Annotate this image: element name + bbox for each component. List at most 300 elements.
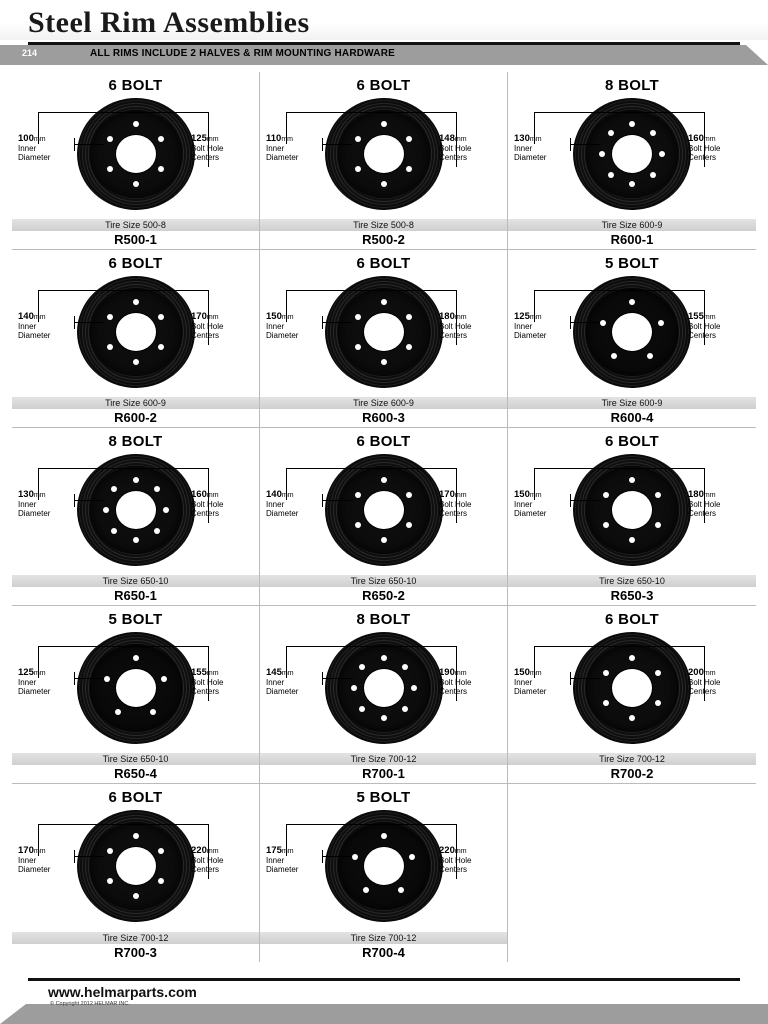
unit-label: mm (206, 314, 219, 321)
bolt-hole (133, 477, 139, 483)
outer-dimension-line (534, 290, 704, 291)
bolt-hole (402, 664, 408, 670)
tire-size-label: Tire Size 650-10 (599, 576, 665, 586)
tire-size-label: Tire Size 600-9 (353, 398, 414, 408)
bolt-hole (406, 166, 412, 172)
bolt-hole (133, 655, 139, 661)
unit-label: mm (529, 670, 542, 677)
rim-diagram (260, 450, 507, 568)
rim-diagram (12, 628, 259, 746)
bolt-count-label: 6 BOLT (108, 789, 163, 806)
outer-dimension-line (286, 290, 456, 291)
inner-diameter-dimension (18, 312, 80, 340)
tire-size-label: Tire Size 600-9 (105, 398, 166, 408)
product-cell (260, 72, 508, 250)
unit-label: mm (281, 314, 294, 321)
tire-size-label: Tire Size 600-9 (601, 398, 663, 408)
bolt-count-label: 6 BOLT (604, 611, 660, 628)
inner-diameter-dimension (18, 846, 80, 874)
product-cell (260, 428, 508, 606)
inner-diameter-dimension (266, 312, 328, 340)
rim-diagram (508, 94, 756, 212)
bolt-hole (406, 314, 412, 320)
rim-diagram (260, 272, 507, 390)
bolt-hole (107, 344, 113, 350)
empty-cell (508, 784, 756, 962)
rim-diagram (260, 628, 507, 746)
tire-size-label: Tire Size 700-12 (102, 933, 169, 943)
unit-label: mm (206, 670, 219, 677)
tire-size-label: Tire Size 500-8 (105, 220, 166, 230)
outer-dimension-line (534, 646, 704, 647)
part-number[interactable]: R600-4 (610, 410, 654, 425)
part-number[interactable]: R600-2 (114, 410, 157, 425)
inner-diameter-dimension (514, 668, 576, 696)
page-number: 214 (22, 48, 38, 58)
bolt-hole-centers-dimension (191, 668, 255, 696)
product-cell (508, 250, 756, 428)
rim-illustration (77, 276, 195, 388)
bolt-hole (647, 353, 653, 359)
bolt-hole-centers-label: Bolt Hole Centers (191, 678, 224, 696)
inner-diameter-label: Inner Diameter (18, 856, 51, 874)
bolt-hole (655, 670, 661, 676)
bolt-count-label: 8 BOLT (604, 77, 660, 94)
tire-size-label: Tire Size 650-10 (102, 754, 169, 764)
bolt-hole-centers-value: 220 (191, 845, 207, 856)
bolt-hole (409, 854, 415, 860)
bolt-count-label: 5 BOLT (356, 789, 411, 806)
unit-label: mm (454, 136, 467, 143)
bolt-hole-centers-value: 180 (439, 311, 455, 322)
inner-diameter-value: 100 (18, 133, 34, 144)
bolt-count-label: 5 BOLT (108, 611, 163, 628)
inner-diameter-dimension (514, 134, 576, 162)
bolt-hole (158, 848, 164, 854)
inner-diameter-dimension (514, 490, 576, 518)
bolt-count-label: 8 BOLT (356, 611, 411, 628)
bolt-hole (655, 522, 661, 528)
inner-diameter-label: Inner Diameter (266, 678, 299, 696)
rim-diagram (260, 806, 507, 924)
unit-label: mm (281, 670, 294, 677)
center-bore (612, 135, 652, 173)
bolt-hole (359, 664, 365, 670)
tire-size-label: Tire Size 650-10 (102, 576, 169, 586)
inner-diameter-label: Inner Diameter (514, 144, 547, 162)
bolt-hole-centers-label: Bolt Hole Centers (191, 144, 224, 162)
page-header (0, 0, 768, 70)
tire-size-label: Tire Size 600-9 (601, 220, 663, 230)
rim-illustration (573, 632, 691, 744)
bolt-hole (629, 181, 635, 187)
unit-label: mm (703, 136, 716, 143)
rim-illustration (573, 454, 691, 566)
bolt-hole (603, 700, 609, 706)
rim-illustration (325, 810, 443, 922)
bolt-hole (355, 492, 361, 498)
footer-bar (0, 1004, 768, 1024)
rim-illustration (325, 98, 443, 210)
rim-diagram (12, 450, 259, 568)
outer-dimension-line (38, 290, 208, 291)
unit-label: mm (529, 492, 542, 499)
center-bore (364, 135, 404, 173)
rim-diagram (508, 628, 756, 746)
bolt-hole (406, 136, 412, 142)
inner-diameter-dimension (266, 490, 328, 518)
outer-dimension-line (38, 112, 208, 113)
product-cell (508, 428, 756, 606)
rim-diagram (508, 272, 756, 390)
footer-divider (28, 978, 740, 981)
inner-diameter-label: Inner Diameter (514, 500, 547, 518)
bolt-hole (599, 151, 605, 157)
bolt-count-label: 5 BOLT (604, 255, 660, 272)
center-bore (364, 847, 404, 885)
product-cell (508, 606, 756, 784)
bolt-hole (158, 314, 164, 320)
part-number[interactable]: R600-3 (362, 410, 405, 425)
center-bore (612, 313, 652, 351)
bolt-hole (107, 136, 113, 142)
rim-diagram (12, 806, 259, 924)
unit-label: mm (33, 136, 46, 143)
bolt-hole (603, 492, 609, 498)
bolt-hole (355, 166, 361, 172)
tire-size-label: Tire Size 700-12 (599, 754, 665, 764)
bolt-hole (381, 359, 387, 365)
bolt-hole-centers-value: 170 (191, 311, 207, 322)
inner-diameter-label: Inner Diameter (514, 322, 547, 340)
center-bore (116, 135, 156, 173)
bolt-hole-centers-label: Bolt Hole Centers (688, 144, 721, 162)
unit-label: mm (281, 848, 294, 855)
inner-diameter-dimension (266, 846, 328, 874)
unit-label: mm (281, 492, 294, 499)
unit-label: mm (529, 136, 542, 143)
bolt-hole-centers-value: 190 (439, 667, 455, 678)
part-number[interactable]: R650-2 (362, 588, 405, 603)
bolt-hole (629, 299, 635, 305)
bolt-hole-centers-dimension (688, 668, 752, 696)
bolt-hole-centers-label: Bolt Hole Centers (439, 500, 472, 518)
center-bore (364, 491, 404, 529)
bolt-hole (381, 477, 387, 483)
bolt-hole (133, 181, 139, 187)
bolt-hole-centers-value: 180 (688, 489, 704, 500)
outer-dimension-line (286, 824, 456, 825)
bolt-hole (359, 706, 365, 712)
outer-dimension-line (286, 112, 456, 113)
bolt-hole (629, 537, 635, 543)
part-number[interactable]: R700-2 (610, 766, 654, 781)
inner-diameter-value: 175 (266, 845, 282, 856)
inner-diameter-label: Inner Diameter (266, 144, 299, 162)
inner-diameter-label: Inner Diameter (18, 678, 51, 696)
center-bore (116, 491, 156, 529)
outer-dimension-line (534, 468, 704, 469)
bolt-hole (107, 848, 113, 854)
product-cell (12, 606, 260, 784)
product-cell (508, 72, 756, 250)
unit-label: mm (703, 314, 716, 321)
bolt-hole-centers-dimension (688, 134, 752, 162)
header-subtitle: ALL RIMS INCLUDE 2 HALVES & RIM MOUNTING HARDWARE (90, 48, 395, 59)
inner-diameter-value: 110 (266, 133, 282, 144)
unit-label: mm (281, 136, 293, 143)
bolt-hole (658, 320, 664, 326)
bolt-hole (351, 685, 357, 691)
part-number[interactable]: R650-4 (114, 766, 157, 781)
bolt-hole (608, 172, 614, 178)
bolt-hole (107, 314, 113, 320)
unit-label: mm (454, 848, 467, 855)
copyright-text: © Copyright 2012 HELMAR INC. (50, 1001, 130, 1007)
bolt-hole (355, 136, 361, 142)
bolt-count-label: 6 BOLT (356, 433, 411, 450)
inner-diameter-value: 125 (514, 311, 530, 322)
bolt-hole (163, 507, 169, 513)
bolt-hole-centers-value: 160 (191, 489, 207, 500)
bolt-count-label: 6 BOLT (356, 77, 411, 94)
unit-label: mm (206, 848, 219, 855)
bolt-hole-centers-value: 200 (688, 667, 704, 678)
rim-illustration (325, 632, 443, 744)
bolt-hole-centers-label: Bolt Hole Centers (439, 322, 472, 340)
bolt-hole (158, 344, 164, 350)
bolt-hole (161, 676, 167, 682)
bolt-hole-centers-dimension (191, 490, 255, 518)
inner-diameter-dimension (18, 134, 80, 162)
center-bore (612, 491, 652, 529)
bolt-hole (133, 359, 139, 365)
bolt-hole (655, 492, 661, 498)
part-number[interactable]: R650-1 (114, 588, 157, 603)
inner-diameter-value: 170 (18, 845, 34, 856)
inner-diameter-value: 130 (18, 489, 34, 500)
center-bore (364, 313, 404, 351)
bolt-hole (107, 878, 113, 884)
bolt-hole (406, 492, 412, 498)
unit-label: mm (454, 492, 467, 499)
inner-diameter-value: 145 (266, 667, 282, 678)
bolt-hole-centers-label: Bolt Hole Centers (688, 500, 721, 518)
bolt-count-label: 6 BOLT (604, 433, 660, 450)
rim-illustration (573, 98, 691, 210)
inner-diameter-value: 130 (514, 133, 530, 144)
bolt-hole (603, 522, 609, 528)
bolt-hole-centers-dimension (688, 312, 752, 340)
bolt-hole (655, 700, 661, 706)
rim-diagram (508, 450, 756, 568)
rim-illustration (77, 98, 195, 210)
bolt-hole-centers-value: 220 (439, 845, 455, 856)
bolt-hole-centers-label: Bolt Hole Centers (439, 144, 472, 162)
bolt-hole (133, 121, 139, 127)
inner-diameter-dimension (18, 490, 80, 518)
unit-label: mm (33, 492, 46, 499)
center-bore (612, 669, 652, 707)
outer-dimension-line (38, 468, 208, 469)
inner-diameter-label: Inner Diameter (514, 678, 547, 696)
product-cell (260, 784, 508, 962)
bolt-hole (158, 878, 164, 884)
bolt-hole (381, 299, 387, 305)
product-cell (12, 784, 260, 962)
bolt-hole (629, 477, 635, 483)
product-cell (260, 606, 508, 784)
outer-dimension-line (534, 112, 704, 113)
bolt-hole-centers-dimension (439, 312, 503, 340)
outer-dimension-line (286, 646, 456, 647)
bolt-hole-centers-dimension (688, 490, 752, 518)
bolt-hole (603, 670, 609, 676)
product-grid (12, 72, 756, 962)
page-footer (0, 978, 768, 1024)
bolt-hole (133, 833, 139, 839)
part-number[interactable]: R700-3 (114, 945, 157, 960)
rim-illustration (573, 276, 691, 388)
unit-label: mm (454, 670, 467, 677)
bolt-hole-centers-value: 170 (439, 489, 455, 500)
bolt-count-label: 8 BOLT (108, 433, 163, 450)
part-number[interactable]: R650-3 (610, 588, 654, 603)
bolt-hole-centers-label: Bolt Hole Centers (191, 500, 224, 518)
bolt-hole (398, 887, 404, 893)
unit-label: mm (454, 314, 467, 321)
bolt-hole (111, 486, 117, 492)
bolt-hole-centers-value: 148 (439, 133, 455, 144)
part-number[interactable]: R500-1 (114, 232, 157, 247)
product-cell (12, 72, 260, 250)
bolt-hole (103, 507, 109, 513)
bolt-hole-centers-label: Bolt Hole Centers (439, 856, 472, 874)
bolt-hole (608, 130, 614, 136)
tire-size-label: Tire Size 700-12 (350, 754, 417, 764)
bolt-count-label: 6 BOLT (108, 77, 163, 94)
part-number[interactable]: R600-1 (610, 232, 654, 247)
tire-size-label: Tire Size 700-12 (350, 933, 417, 943)
part-number[interactable]: R700-1 (362, 766, 405, 781)
bolt-hole (381, 181, 387, 187)
inner-diameter-label: Inner Diameter (266, 500, 299, 518)
inner-diameter-dimension (266, 134, 328, 162)
rim-illustration (77, 810, 195, 922)
bolt-hole (150, 709, 156, 715)
inner-diameter-value: 150 (514, 489, 530, 500)
bolt-hole-centers-label: Bolt Hole Centers (191, 322, 224, 340)
inner-diameter-value: 125 (18, 667, 34, 678)
bolt-hole-centers-dimension (191, 312, 255, 340)
inner-diameter-label: Inner Diameter (18, 144, 51, 162)
bolt-hole (154, 486, 160, 492)
part-number[interactable]: R700-4 (362, 945, 405, 960)
inner-diameter-value: 140 (266, 489, 282, 500)
tire-size-label: Tire Size 650-10 (350, 576, 417, 586)
bolt-hole (381, 833, 387, 839)
bolt-hole (650, 130, 656, 136)
bolt-hole (381, 655, 387, 661)
rim-illustration (77, 632, 195, 744)
bolt-hole (133, 537, 139, 543)
unit-label: mm (703, 670, 716, 677)
bolt-hole (406, 344, 412, 350)
website-link[interactable]: www.helmarparts.com (48, 984, 197, 1000)
outer-dimension-line (38, 646, 208, 647)
rim-diagram (12, 272, 259, 390)
bolt-hole-centers-dimension (191, 846, 255, 874)
inner-diameter-value: 140 (18, 311, 34, 322)
unit-label: mm (206, 136, 219, 143)
bolt-hole (381, 537, 387, 543)
bolt-hole (381, 121, 387, 127)
inner-diameter-label: Inner Diameter (266, 856, 299, 874)
bolt-hole (111, 528, 117, 534)
bolt-hole-centers-label: Bolt Hole Centers (439, 678, 472, 696)
rim-diagram (12, 94, 259, 212)
bolt-count-label: 6 BOLT (108, 255, 163, 272)
bolt-hole-centers-dimension (439, 490, 503, 518)
product-cell (260, 250, 508, 428)
rim-illustration (77, 454, 195, 566)
bolt-hole-centers-label: Bolt Hole Centers (688, 678, 721, 696)
outer-dimension-line (38, 824, 208, 825)
rim-illustration (325, 454, 443, 566)
unit-label: mm (33, 314, 46, 321)
inner-diameter-label: Inner Diameter (18, 500, 51, 518)
bolt-hole-centers-value: 155 (191, 667, 207, 678)
bolt-hole-centers-dimension (439, 846, 503, 874)
unit-label: mm (33, 848, 46, 855)
unit-label: mm (529, 314, 542, 321)
center-bore (116, 847, 156, 885)
inner-diameter-label: Inner Diameter (266, 322, 299, 340)
center-bore (364, 669, 404, 707)
bolt-hole-centers-dimension (439, 134, 503, 162)
bolt-count-label: 6 BOLT (356, 255, 411, 272)
inner-diameter-dimension (514, 312, 576, 340)
unit-label: mm (33, 670, 46, 677)
bolt-hole (355, 522, 361, 528)
bolt-hole (355, 344, 361, 350)
part-number[interactable]: R500-2 (362, 232, 405, 247)
bolt-hole-centers-label: Bolt Hole Centers (191, 856, 224, 874)
inner-diameter-value: 150 (514, 667, 530, 678)
bolt-hole (133, 893, 139, 899)
center-bore (116, 313, 156, 351)
unit-label: mm (206, 492, 219, 499)
bolt-hole (381, 715, 387, 721)
bolt-hole (107, 166, 113, 172)
bolt-hole-centers-value: 155 (688, 311, 704, 322)
inner-diameter-label: Inner Diameter (18, 322, 51, 340)
unit-label: mm (703, 492, 716, 499)
bolt-hole (411, 685, 417, 691)
inner-diameter-dimension (18, 668, 80, 696)
bolt-hole (355, 314, 361, 320)
bolt-hole-centers-value: 125 (191, 133, 207, 144)
bolt-hole (659, 151, 665, 157)
page-title: Steel Rim Assemblies (28, 6, 310, 39)
bolt-hole (158, 166, 164, 172)
outer-dimension-line (286, 468, 456, 469)
bolt-hole-centers-value: 160 (688, 133, 704, 144)
rim-illustration (325, 276, 443, 388)
bolt-hole (629, 655, 635, 661)
bolt-hole-centers-dimension (191, 134, 255, 162)
bolt-hole-centers-dimension (439, 668, 503, 696)
